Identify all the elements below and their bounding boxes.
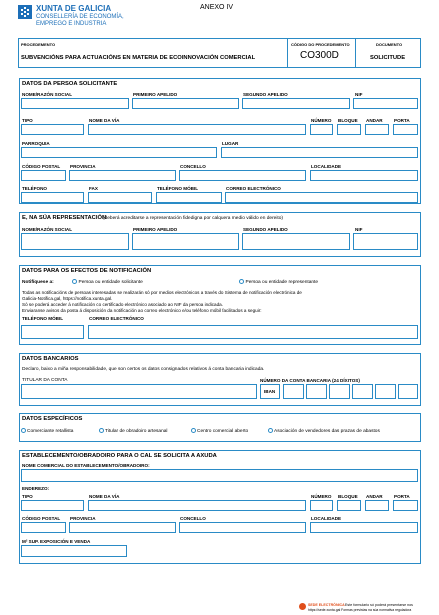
applicant-mobile-label: TELÉFONO MÓBIL	[157, 186, 199, 191]
workshop-checkbox[interactable]	[99, 428, 104, 433]
procedure-box	[18, 38, 421, 68]
applicant-nif-field[interactable]	[353, 98, 418, 109]
notification-text-2: Galicia-Notifica.gal, https://notifica.xunta.gal.	[22, 296, 113, 301]
representative-surname2-field[interactable]	[242, 233, 350, 250]
procedure-divider-2	[355, 39, 356, 67]
specific-option-retailer[interactable]	[21, 428, 73, 434]
est-number-field[interactable]	[310, 500, 333, 511]
representative-surname1-label: PRIMEIRO APELIDO	[133, 227, 178, 232]
bank-account-label: NÚMERO DA CONTA BANCARIA (24 DÍXITOS)	[260, 378, 360, 383]
est-door-label: PORTA	[394, 494, 410, 499]
dept-line-1: CONSELLERÍA DE ECONOMÍA,	[36, 14, 124, 20]
est-floor-field[interactable]	[365, 500, 389, 511]
footer-badge: SEDE ELECTRÓNICA	[308, 603, 345, 607]
representative-nif-field[interactable]	[353, 233, 418, 250]
est-postcode-label: CÓDIGO POSTAL	[22, 516, 61, 521]
iban-field-2[interactable]	[306, 384, 327, 399]
applicant-fax-field[interactable]	[88, 192, 152, 203]
applicant-council-field[interactable]	[179, 170, 306, 181]
est-province-field[interactable]	[69, 522, 176, 533]
notification-text-3: Só se poderá acceder á notificación co certificado electrónico asociado ao NIF da persoa indicada.	[22, 302, 223, 307]
applicant-number-label: NÚMERO	[311, 118, 332, 123]
notification-mobile-field[interactable]	[21, 325, 84, 339]
applicant-street-field[interactable]	[88, 124, 306, 135]
est-street-label: NOME DA VÍA	[89, 494, 120, 499]
trade-name-field[interactable]	[21, 469, 418, 482]
specific-option-shopping-centre[interactable]	[191, 428, 248, 434]
applicant-surname2-label: SEGUNDO APELIDO	[243, 92, 288, 97]
applicant-locality-label: LOCALIDADE	[311, 164, 342, 169]
address-label: ENDEREZO:	[22, 486, 50, 491]
specific-section-title: DATOS ESPECÍFICOS	[22, 416, 83, 422]
annex-label: ANEXO IV	[200, 4, 234, 11]
notify-option-representative[interactable]	[239, 279, 318, 285]
est-locality-field[interactable]	[310, 522, 418, 533]
trade-name-label: NOME COMERCIAL DO ESTABLECEMENTO/OBRADOIRO:	[22, 463, 150, 468]
representative-nif-label: NIF	[355, 227, 363, 232]
applicant-postcode-field[interactable]	[21, 170, 66, 181]
est-type-label: TIPO	[22, 494, 33, 499]
applicant-locality-field[interactable]	[310, 170, 418, 181]
notify-option-applicant-label: Persoa ou entidade solicitante	[78, 279, 143, 285]
notification-email-label: CORREO ELECTRÓNICO	[89, 316, 144, 321]
est-locality-label: LOCALIDADE	[311, 516, 342, 521]
applicant-email-field[interactable]	[225, 192, 418, 203]
notification-text-1: Todas as notificacións de persoas interesadas se realizarán só por medios electrónicos a través do Sistema de notificación electrónica de	[22, 290, 302, 295]
applicant-street-label: NOME DA VÍA	[89, 118, 120, 123]
iban-field-4[interactable]	[352, 384, 373, 399]
specific-option-workshop[interactable]	[99, 428, 167, 434]
applicant-floor-field[interactable]	[365, 124, 389, 135]
representative-name-field[interactable]	[21, 233, 129, 250]
applicant-block-field[interactable]	[337, 124, 361, 135]
notification-section-title: DATOS PARA OS EFECTOS DE NOTIFICACIÓN	[22, 268, 152, 274]
applicant-phone-label: TELÉFONO	[22, 186, 48, 191]
applicant-block-label: BLOQUE	[338, 118, 358, 123]
applicant-section-title: DATOS DA PERSOA SOLICITANTE	[22, 81, 118, 87]
applicant-name-field[interactable]	[21, 98, 129, 109]
est-block-field[interactable]	[337, 500, 361, 511]
applicant-name-label: NOME/RAZÓN SOCIAL	[22, 92, 73, 97]
applicant-nif-label: NIF	[355, 92, 363, 97]
est-area-field[interactable]	[21, 545, 127, 557]
bank-holder-label: TITULAR DA CONTA	[22, 378, 68, 383]
applicant-phone-field[interactable]	[21, 192, 84, 203]
applicant-council-label: CONCELLO	[180, 164, 206, 169]
footer-line-1: Este formulario só poderá presentarse nos	[345, 603, 413, 607]
applicant-radio[interactable]	[72, 279, 77, 284]
iban-label: IBAN	[264, 389, 276, 394]
iban-field-3[interactable]	[329, 384, 350, 399]
procedure-code-label: CÓDIGO DO PROCEDEMENTO	[291, 42, 350, 47]
applicant-email-label: CORREO ELECTRÓNICO	[226, 186, 281, 191]
applicant-door-label: PORTA	[394, 118, 410, 123]
document-value: SOLICITUDE	[370, 55, 406, 61]
applicant-place-field[interactable]	[221, 147, 418, 158]
representative-note: (deberá acreditarse a representación fidedigna por calquera medio válido en dereito)	[103, 216, 283, 221]
procedure-divider-1	[287, 39, 288, 67]
xunta-logo-icon	[18, 5, 32, 19]
applicant-province-field[interactable]	[69, 170, 176, 181]
est-block-label: BLOQUE	[338, 494, 358, 499]
applicant-postcode-label: CÓDIGO POSTAL	[22, 164, 61, 169]
specific-option-market[interactable]	[268, 428, 380, 434]
est-street-field[interactable]	[88, 500, 306, 511]
applicant-door-field[interactable]	[393, 124, 418, 135]
est-door-field[interactable]	[393, 500, 418, 511]
org-name: XUNTA DE GALICIA	[36, 4, 112, 13]
notification-email-field[interactable]	[88, 325, 418, 339]
representative-name-label: NOME/RAZÓN SOCIAL	[22, 227, 73, 232]
applicant-surname2-field[interactable]	[242, 98, 350, 109]
iban-field-6[interactable]	[398, 384, 418, 399]
sede-logo-icon	[299, 603, 306, 610]
notify-option-representative-label: Persoa ou entidade representante	[245, 279, 319, 285]
est-province-label: PROVINCIA	[70, 516, 96, 521]
notification-mobile-label: TELÉFONO MÓBIL	[22, 316, 64, 321]
notify-option-applicant[interactable]	[72, 279, 143, 285]
applicant-province-label: PROVINCIA	[70, 164, 96, 169]
procedure-code: CO300D	[300, 50, 339, 61]
shopping-centre-checkbox[interactable]	[191, 428, 196, 433]
notify-to-label: Notifíquese a:	[22, 280, 54, 285]
applicant-surname1-label: PRIMEIRO APELIDO	[133, 92, 178, 97]
bank-section-title: DATOS BANCARIOS	[22, 356, 79, 362]
iban-field-5[interactable]	[375, 384, 396, 399]
market-checkbox[interactable]	[268, 428, 273, 433]
applicant-type-label: TIPO	[22, 118, 33, 123]
footer-line-2: https://sede.xunta.gal Formas previstas na súa normativa reguladora	[308, 608, 412, 612]
bank-holder-field[interactable]	[21, 384, 257, 399]
procedure-label: PROCEDEMENTO	[21, 42, 56, 47]
est-area-label: M² SUP. EXPOSICIÓN E VENDA	[22, 539, 91, 544]
representative-radio[interactable]	[239, 279, 244, 284]
establishment-section-title: ESTABLECEMENTO/OBRADOIRO PARA O CAL SE SOLICITA A AXUDA	[22, 453, 217, 459]
specific-option-shopping-centre-label: Centro comercial aberto	[197, 428, 249, 434]
specific-option-market-label: Asociación de vendedores das prazas de abastos	[274, 428, 380, 434]
representative-section-title: E, NA SÚA REPRESENTACIÓN	[22, 215, 107, 221]
applicant-number-field[interactable]	[310, 124, 333, 135]
applicant-mobile-field[interactable]	[156, 192, 222, 203]
est-council-field[interactable]	[179, 522, 306, 533]
iban-field-1[interactable]	[283, 384, 304, 399]
notification-text-4: Enviaranse avisos da posta á disposición da notificación ao correo electrónico e/ou teléfono móbil facilitados a seguir:	[22, 308, 262, 313]
est-type-field[interactable]	[21, 500, 84, 511]
retailer-checkbox[interactable]	[21, 428, 26, 433]
applicant-parish-label: PARROQUIA	[22, 141, 50, 146]
representative-surname1-field[interactable]	[132, 233, 239, 250]
applicant-parish-field[interactable]	[21, 147, 217, 158]
applicant-surname1-field[interactable]	[132, 98, 239, 109]
est-council-label: CONCELLO	[180, 516, 206, 521]
applicant-type-field[interactable]	[21, 124, 84, 135]
est-number-label: NÚMERO	[311, 494, 332, 499]
est-floor-label: ANDAR	[366, 494, 383, 499]
applicant-floor-label: ANDAR	[366, 118, 383, 123]
specific-option-workshop-label: Titular de obradoiro artesanal	[105, 428, 168, 434]
dept-line-2: EMPREGO E INDUSTRIA	[36, 21, 107, 27]
document-label: DOCUMENTO	[376, 42, 403, 47]
applicant-place-label: LUGAR	[222, 141, 239, 146]
applicant-fax-label: FAX	[89, 186, 98, 191]
est-postcode-field[interactable]	[21, 522, 66, 533]
representative-surname2-label: SEGUNDO APELIDO	[243, 227, 288, 232]
specific-option-retailer-label: Comerciante retallista	[27, 428, 74, 434]
bank-declaration: Declaro, baixo a miña responsabilidade, que son certos os datos consignados relativos á conta bancaria indicada.	[22, 367, 265, 372]
procedure-title: SUBVENCIÓNS PARA ACTUACIÓNS EN MATERIA DE ECOINNOVACIÓN COMERCIAL	[21, 55, 256, 61]
